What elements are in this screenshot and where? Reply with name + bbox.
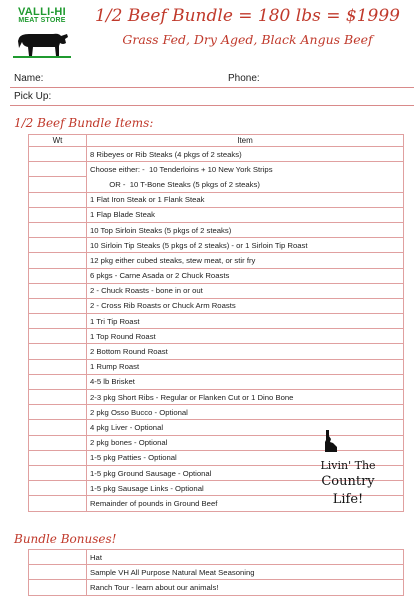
bonus-row [29, 550, 404, 565]
item-cell: 1-5 pkg Sausage Links - Optional [87, 481, 404, 496]
weight-cell[interactable] [29, 390, 87, 405]
item-cell: 10 Top Sirloin Steaks (5 pkgs of 2 steaks) [87, 222, 404, 237]
weight-cell[interactable] [29, 162, 87, 177]
weight-cell[interactable] [29, 374, 87, 389]
phone-label: Phone: [228, 73, 260, 84]
weight-cell[interactable] [29, 435, 87, 450]
weight-cell[interactable] [29, 481, 87, 496]
weight-cell[interactable] [29, 253, 87, 268]
bonus-section-title: Bundle Bonuses! [14, 532, 117, 546]
item-cell: 12 pkg either cubed steaks, stew meat, or stir fry [87, 253, 404, 268]
item-cell: 1 Top Round Roast [87, 329, 404, 344]
items-header-row [29, 135, 404, 147]
item-row [29, 222, 404, 237]
page-subtitle: Grass Fed, Dry Aged, Black Angus Beef [122, 32, 373, 47]
weight-cell[interactable] [29, 344, 87, 359]
item-row [29, 147, 404, 162]
country-life-badge [298, 430, 398, 520]
weight-cell[interactable] [29, 405, 87, 420]
logo-subtitle: MEAT STORE [18, 17, 66, 24]
store-logo [10, 6, 74, 64]
item-row [29, 238, 404, 253]
bonus-check-cell[interactable] [29, 580, 87, 595]
name-label: Name: [14, 73, 44, 84]
badge-line-1: Livin' The [320, 459, 376, 472]
weight-cell[interactable] [29, 450, 87, 465]
weight-cell[interactable] [29, 192, 87, 207]
weight-cell[interactable] [29, 238, 87, 253]
item-cell: 1 Flap Blade Steak [87, 207, 404, 222]
item-cell: 1 Rump Roast [87, 359, 404, 374]
badge-line-2: Country [321, 474, 375, 489]
item-cell: Remainder of pounds in Ground Beef [87, 496, 404, 511]
item-cell: 10 Sirloin Tip Steaks (5 pkgs of 2 steaks) - or 1 Sirloin Tip Roast [87, 238, 404, 253]
item-cell: 1 Tri Tip Roast [87, 314, 404, 329]
item-cell: 2 - Cross Rib Roasts or Chuck Arm Roasts [87, 298, 404, 313]
item-cell: 1 Flat Iron Steak or 1 Flank Steak [87, 192, 404, 207]
weight-cell[interactable] [29, 147, 87, 162]
weight-cell[interactable] [29, 359, 87, 374]
bonus-table [28, 549, 404, 596]
items-section-title: 1/2 Beef Bundle Items: [14, 116, 154, 130]
weight-cell[interactable] [29, 314, 87, 329]
pickup-label: Pick Up: [14, 91, 52, 102]
item-row [29, 268, 404, 283]
bonus-item-cell: Sample VH All Purpose Natural Meat Seasoning [87, 565, 404, 580]
item-cell: 2 pkg bones - Optional [87, 435, 404, 450]
pickup-line[interactable] [10, 88, 414, 106]
item-row [29, 405, 404, 420]
item-row [29, 207, 404, 222]
bonus-item-cell: Hat [87, 550, 404, 565]
item-cell: 1-5 pkg Patties - Optional [87, 450, 404, 465]
item-cell: 2 pkg Osso Bucco - Optional [87, 405, 404, 420]
item-row [29, 329, 404, 344]
item-cell: 2-3 pkg Short Ribs - Regular or Flanken Cut or 1 Dino Bone [87, 390, 404, 405]
bonus-check-cell[interactable] [29, 550, 87, 565]
item-cell: 4-5 lb Brisket [87, 374, 404, 389]
item-row [29, 359, 404, 374]
weight-cell[interactable] [29, 465, 87, 480]
item-cell: OR - 10 T-Bone Steaks (5 pkgs of 2 steaks) [87, 177, 404, 192]
item-row [29, 192, 404, 207]
bonus-row [29, 565, 404, 580]
item-row [29, 177, 404, 192]
weight-cell[interactable] [29, 298, 87, 313]
item-row [29, 283, 404, 298]
idaho-state-icon [324, 430, 338, 452]
item-cell: 2 Bottom Round Roast [87, 344, 404, 359]
item-cell: 4 pkg Liver - Optional [87, 420, 404, 435]
wt-column-header: Wt [29, 135, 87, 147]
page-title: 1/2 Beef Bundle = 180 lbs = $1999 [95, 6, 400, 26]
bonus-check-cell[interactable] [29, 565, 87, 580]
item-cell: Choose either: - 10 Tenderloins + 10 New York Strips [87, 162, 404, 177]
item-cell: 6 pkgs - Carne Asada or 2 Chuck Roasts [87, 268, 404, 283]
badge-line-3: Life! [332, 492, 364, 507]
bonus-item-cell: Ranch Tour - learn about our animals! [87, 580, 404, 595]
weight-cell[interactable] [29, 420, 87, 435]
weight-cell[interactable] [29, 177, 87, 192]
item-row [29, 390, 404, 405]
item-row [29, 344, 404, 359]
weight-cell[interactable] [29, 268, 87, 283]
item-row [29, 374, 404, 389]
item-row [29, 314, 404, 329]
name-phone-line[interactable] [10, 70, 414, 88]
item-row [29, 253, 404, 268]
logo-title: VALLI-HI [17, 6, 67, 18]
item-column-header: Item [87, 135, 404, 147]
weight-cell[interactable] [29, 329, 87, 344]
weight-cell[interactable] [29, 496, 87, 511]
item-cell: 8 Ribeyes or Rib Steaks (4 pkgs of 2 steaks) [87, 147, 404, 162]
item-row [29, 162, 404, 177]
item-row [29, 298, 404, 313]
item-cell: 1-5 pkg Ground Sausage - Optional [87, 465, 404, 480]
item-cell: 2 - Chuck Roasts - bone in or out [87, 283, 404, 298]
weight-cell[interactable] [29, 207, 87, 222]
bonus-row [29, 580, 404, 595]
weight-cell[interactable] [29, 222, 87, 237]
cow-icon [13, 28, 71, 58]
weight-cell[interactable] [29, 283, 87, 298]
